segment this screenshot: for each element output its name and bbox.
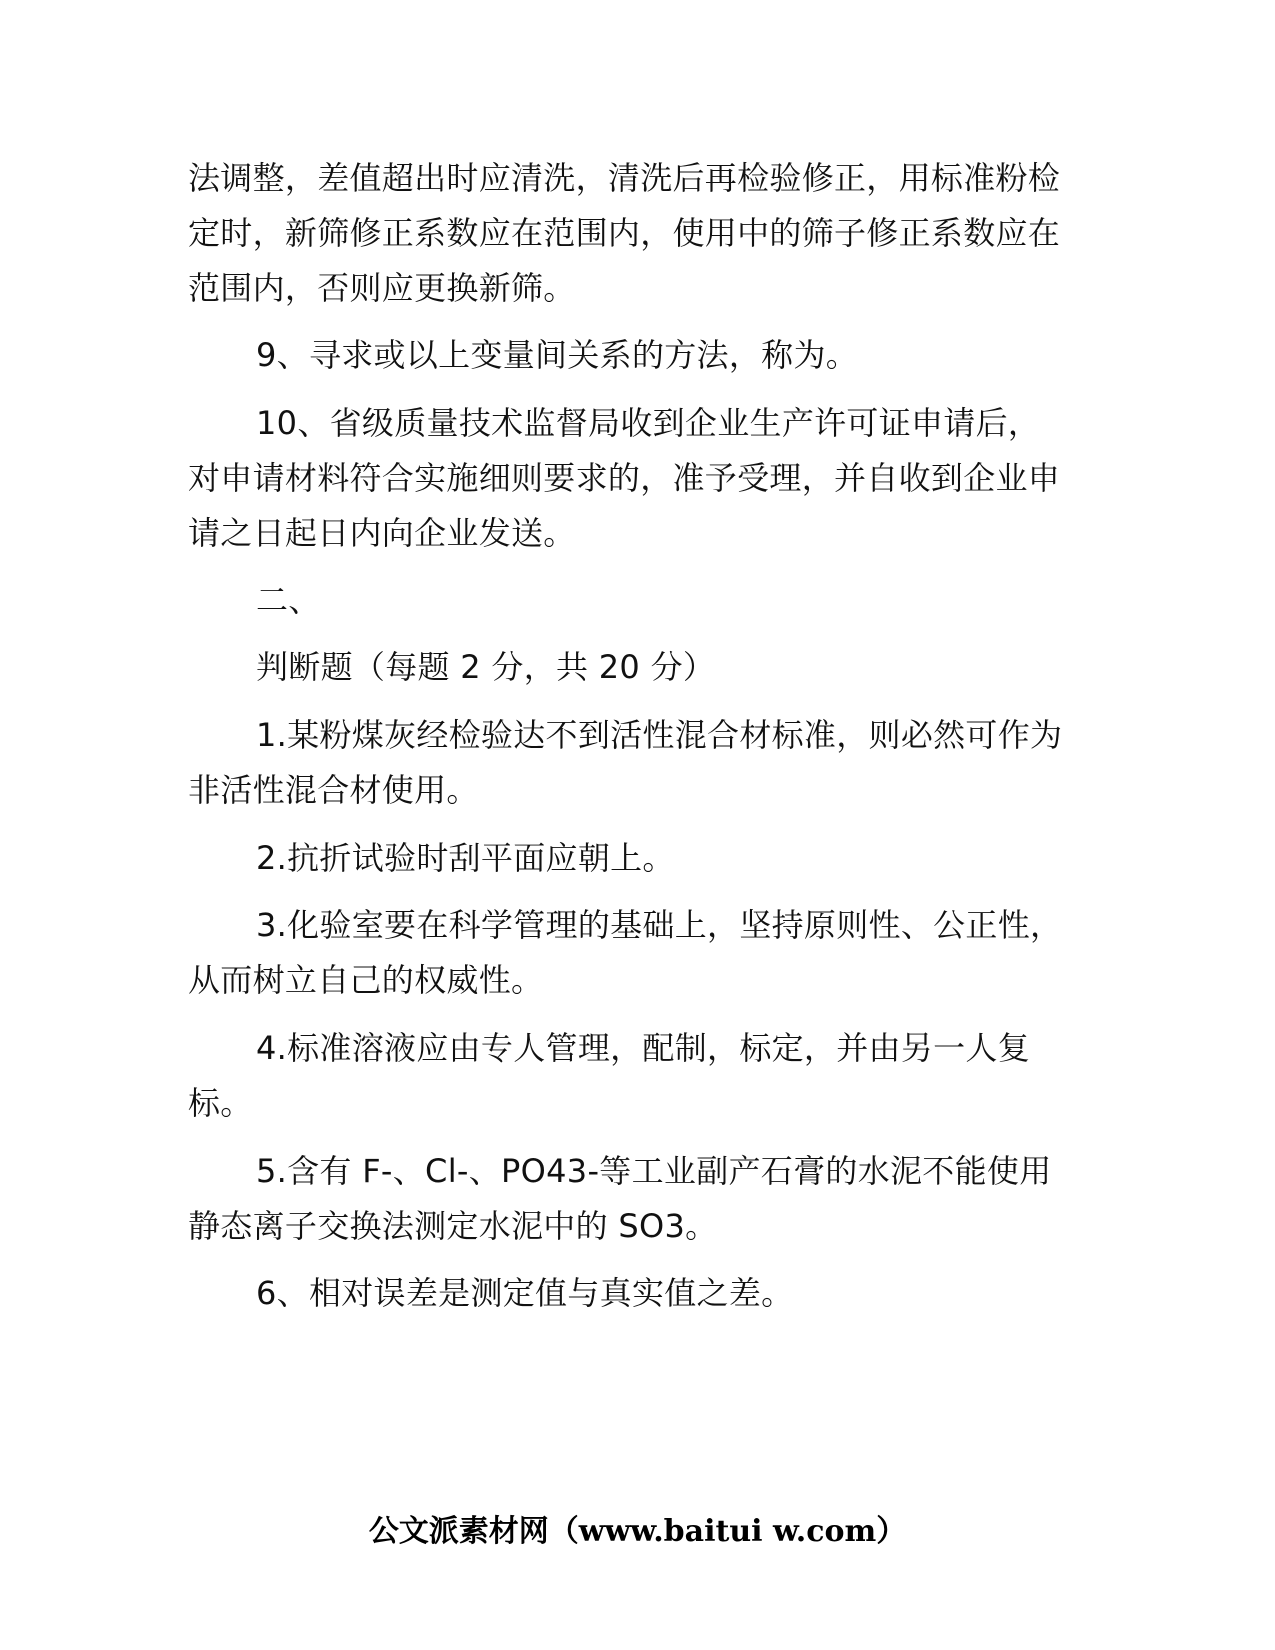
question-9: 9、寻求或以上变量间关系的方法，称为。: [256, 336, 859, 374]
section-title: 判断题（每题 2 分，共 20 分）: [256, 648, 716, 686]
question-10-line: 对申请材料符合实施细则要求的，准予受理，并自收到企业申: [188, 459, 1061, 497]
item-6: 6、相对误差是测定值与真实值之差。: [256, 1274, 794, 1312]
item-2: 2.抗折试验时刮平面应朝上。: [256, 839, 675, 877]
item-5-line: 5.含有 F-、Cl-、PO43-等工业副产石膏的水泥不能使用: [256, 1152, 1052, 1190]
item-3-line: 3.化验室要在科学管理的基础上，坚持原则性、公正性，: [256, 906, 1063, 944]
section-number: 二、: [256, 581, 321, 619]
footer-source: 公文派素材网（www.baitui w.com）: [368, 1514, 907, 1549]
question-10-line: 10、省级质量技术监督局收到企业生产许可证申请后，: [256, 404, 1041, 442]
item-1-line: 非活性混合材使用。: [188, 771, 479, 809]
item-1-line: 1.某粉煤灰经检验达不到活性混合材标准，则必然可作为: [256, 716, 1063, 754]
paragraph-line: 范围内，否则应更换新筛。: [188, 269, 576, 307]
item-5-line: 静态离子交换法测定水泥中的 SO3。: [188, 1207, 718, 1245]
paragraph-line: 定时，新筛修正系数应在范围内，使用中的筛子修正系数应在: [188, 214, 1061, 252]
question-10-line: 请之日起日内向企业发送。: [188, 514, 576, 552]
item-4-line: 标。: [188, 1084, 253, 1122]
paragraph-line: 法调整，差值超出时应清洗，清洗后再检验修正，用标准粉检: [188, 159, 1061, 197]
item-4-line: 4.标准溶液应由专人管理，配制，标定，并由另一人复: [256, 1029, 1031, 1067]
item-3-line: 从而树立自己的权威性。: [188, 961, 544, 999]
